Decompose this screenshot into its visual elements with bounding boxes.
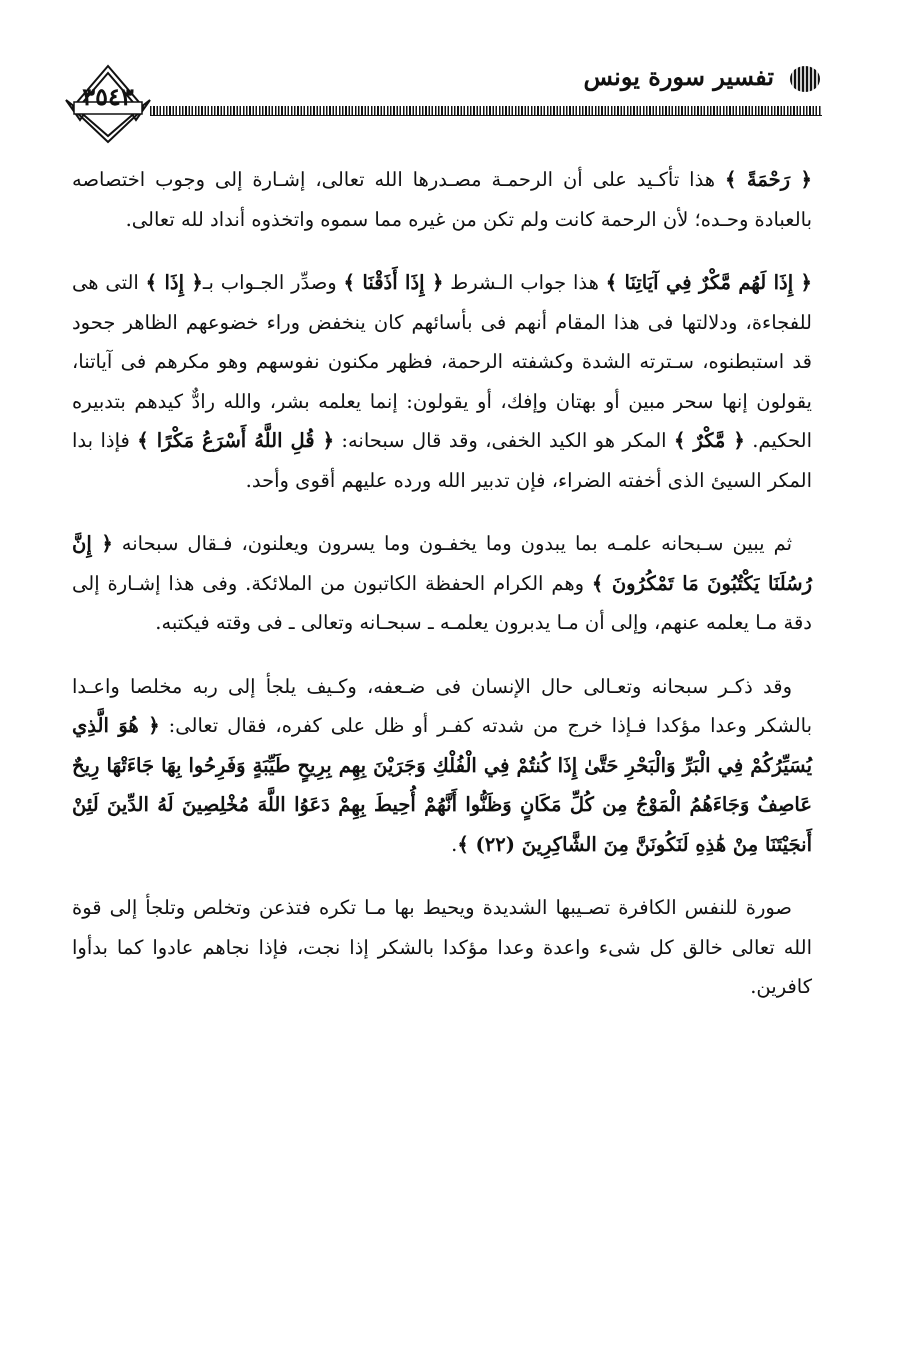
paragraph — [72, 667, 812, 865]
paragraph — [72, 524, 812, 643]
quran-quote: ﴿ مَّكْرٌ ﴾ — [673, 429, 745, 452]
paragraph — [72, 263, 812, 500]
commentary-text: وهم الكرام الحفظة الكاتبون من الملائكة. وفى هذا إشـارة إلى دقة مـا يعلمه عنهم، وإلى أن مـا يدبرون يعلمـه ـ سبحـانه وتعالى ـ فى وقته فيكتبه. — [72, 571, 812, 634]
quran-quote: ﴿ قُلِ اللَّهُ أَسْرَعُ مَكْرًا ﴾ — [137, 429, 334, 452]
commentary-text: فإذا بدا المكر السيئ الذى أخفته الضراء، فإن تدبير الله ورده عليهم أقوى وأحد. — [72, 429, 812, 492]
header-rule — [150, 106, 822, 115]
commentary-text: وقد ذكـر سبحانه وتعـالى حال الإنسان فى ضـعفه، وكـيف يلجأ إلى ربه مخلصا واعـدا بالشكر وعدا مؤكدا فـإذا خرج من شدته كفـر أو ظل على كفره، فقال تعالى: — [72, 674, 812, 737]
commentary-text: . — [451, 832, 458, 856]
commentary-text: هذا جواب الـشرط — [443, 271, 606, 294]
quran-quote: ﴿ إِنَّ رُسُلَنَا يَكْتُبُونَ مَا تَمْكُرُونَ ﴾ — [72, 532, 812, 595]
running-title: تفسير سورة يونس — [583, 62, 774, 91]
page-number: ٣٥٤٣ — [82, 82, 134, 111]
commentary-text: هذا تأكـيد على أن الرحمـة مصـدرها الله تعالى، إشـارة إلى وجوب اختصاصه بالعبادة وحـده؛ لأن الرحمة كانت ولم تكن من غيره مما سموه واتخذوه أنداد لله تعالى. — [72, 168, 812, 231]
quran-quote: ﴿ إِذَا ﴾ — [145, 271, 203, 294]
commentary-text: ثم يبين سـبحانه علمـه بما يبدون وما يخفـون وما يسرون ويعلنون، فـقال سبحانه — [112, 532, 792, 555]
quran-quote: ﴿ إِذَا أَذَقْنَا ﴾ — [343, 271, 444, 294]
paragraph — [72, 160, 812, 239]
commentary-text: وصدِّر الجـواب بـ — [202, 271, 344, 294]
quran-quote: ﴿ إِذَا لَهُم مَّكْرٌ فِي آيَاتِنَا ﴾ — [605, 271, 812, 294]
commentary-text: المكر هو الكيد الخفى، وقد قال سبحانه: — [334, 429, 674, 452]
quran-quote: ﴿ رَحْمَةً ﴾ — [724, 168, 812, 191]
commentary-text: صورة للنفس الكافرة تصـيبها الشديدة ويحيط بها مـا تكره فتذعن وتخلص وتلجأ إلى قوة الله تعالى خالق كل شىء واعدة وعدا مؤكدا بالشكر إذا نجت، فإذا نجاهم عادوا كما بدأوا كافرين. — [72, 896, 812, 998]
body-text — [72, 160, 812, 1007]
quran-quote: ﴿ هُوَ الَّذِي يُسَيِّرُكُمْ فِي الْبَرِّ وَالْبَحْرِ حَتَّىٰ إِذَا كُنتُمْ فِي الْفُلْكِ وَجَرَيْنَ بِهِم بِرِيحٍ طَيِّبَةٍ وَفَرِحُوا بِهَا جَاءَتْهَا رِيحٌ عَاصِفٌ وَجَاءَهُمُ الْمَوْجُ مِن كُلِّ مَكَانٍ وَظَنُّوا أَنَّهُمْ أُحِيطَ بِهِمْ دَعَوُا اللَّهَ مُخْلِصِينَ لَهُ الدِّينَ لَئِنْ أَنجَيْتَنَا مِنْ هَٰذِهِ لَنَكُونَنَّ مِنَ الشَّاكِرِينَ (٢٢) ﴾ — [72, 714, 813, 856]
rosette-ornament-icon — [788, 64, 822, 94]
paragraph — [72, 888, 812, 1007]
page-header — [0, 0, 914, 150]
commentary-text: التى هى للفجاءة، ودلالتها فى هذا المقام أنهم فى بأسائهم كان ينخفض وراء خضوعهم الظاهر جحود قد استبطنوه، سـترته الشدة وكشفته الرحمة، فظهر مكنون نفوسهم وهو مكرهم فى آياتنا، يقولون إنها سحر مبين أو بهتان وإفك، أو يقولون: إنما يعلمه بشر، والله رادٌّ كيدهم بتدبيره الحكيم. — [72, 271, 812, 452]
